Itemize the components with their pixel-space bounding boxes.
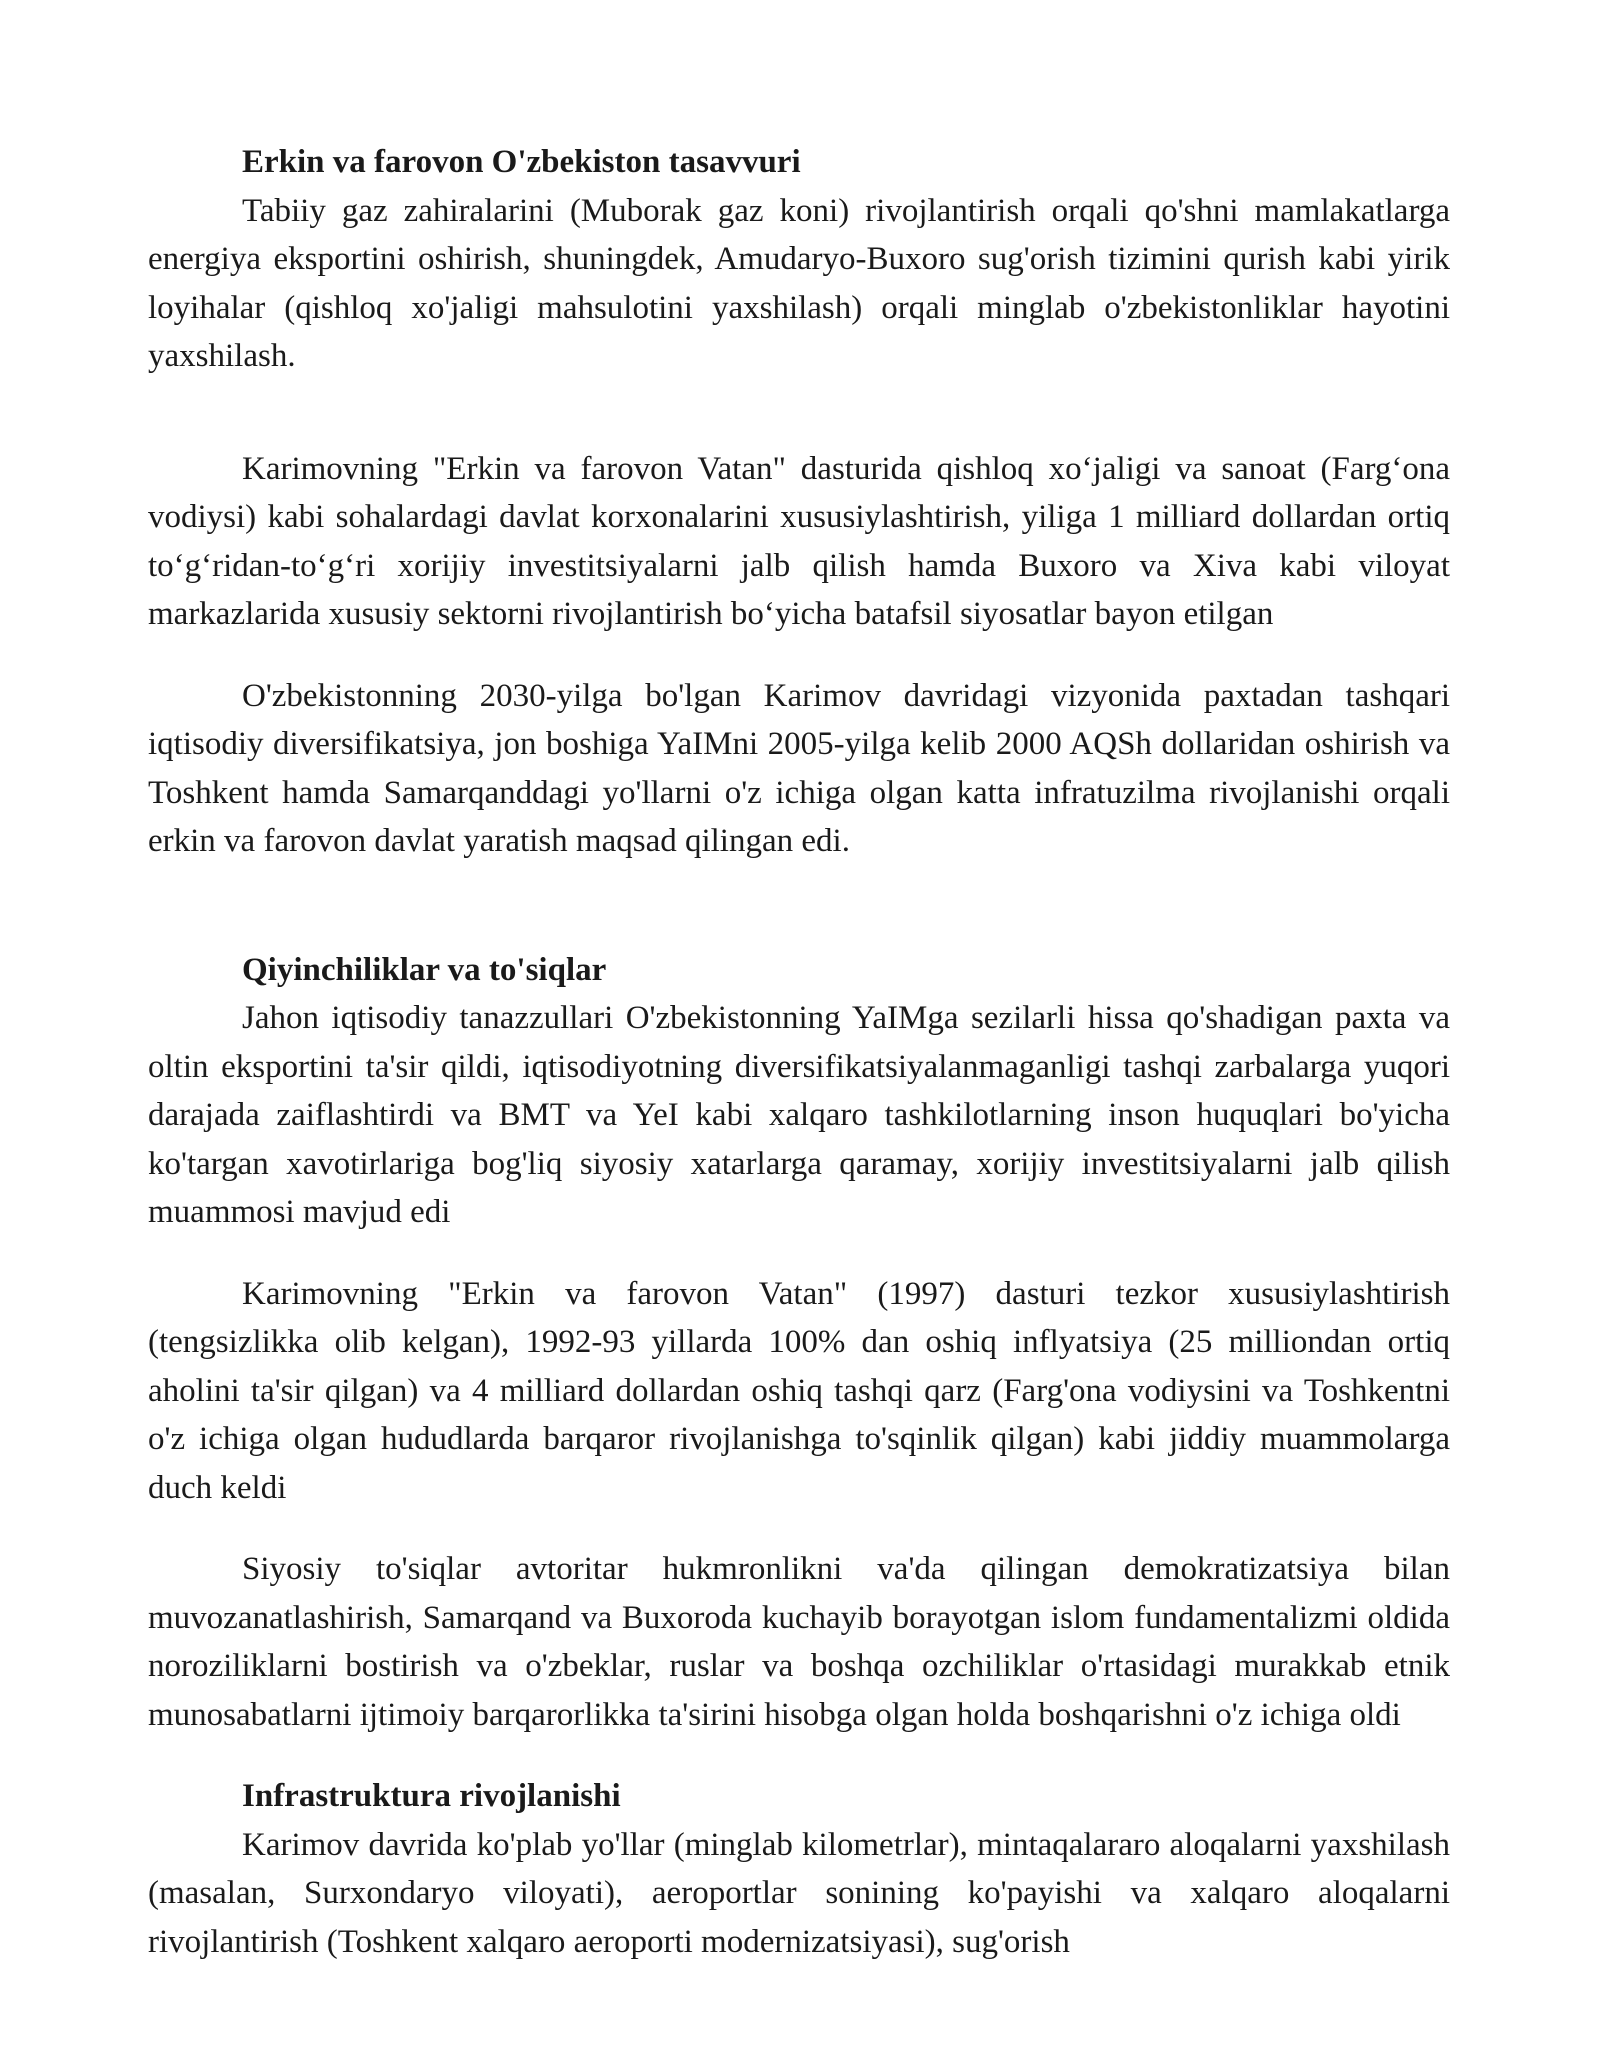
paragraph: Karimovning "Erkin va farovon Vatan" (1997) dasturi tezkor xususiylashtirish (tengsizlikka olib kelgan), 1992-93 yillarda 100% dan oshiq inflyatsiya (25 milliondan ortiq aholini ta'sir qilgan) va 4 milliard dollardan oshiq tashqi qarz (Farg'ona vodiysini va Toshkentni o'z ichiga olgan hududlarda barqaror rivojlanishga to'sqinlik qilgan) kabi jiddiy muammolarga duch keldi xyxy=(148,1275,1450,1506)
paragraph: Tabiiy gaz zahiralarini (Muborak gaz koni) rivojlantirish orqali qo'shni mamlakatlarga energiya eksportini oshirish, shuningdek, Amudaryo-Buxoro sug'orish tizimini qurish kabi yirik loyihalar (qishloq xo'jaligi mahsulotini yaxshilash) orqali minglab o'zbekistonliklar hayotini yaxshilash. xyxy=(148,192,1450,374)
paragraph: O'zbekistonning 2030-yilga bo'lgan Karimov davridagi vizyonida paxtadan tashqari iqtisodiy diversifikatsiya, jon boshiga YaIMni 2005-yilga kelib 2000 AQSh dollaridan oshirish va Toshkent hamda Samarqanddagi yo'llarni o'z ichiga olgan katta infratuzilma rivojlanishi orqali erkin va farovon davlat yaratish maqsad qilingan edi. xyxy=(148,677,1450,859)
section-heading: Infrastruktura rivojlanishi xyxy=(242,1778,621,1814)
section-heading: Erkin va farovon O'zbekiston tasavvuri xyxy=(242,144,801,180)
paragraph: Karimov davrida ko'plab yo'llar (minglab kilometrlar), mintaqalararo aloqalarni yaxshilash (masalan, Surxondaryo viloyati), aeroportlar sonining ko'payishi va xalqaro aloqalarni rivojlantirish (Toshkent xalqaro aeroporti modernizatsiyasi), sug'orish xyxy=(148,1826,1450,1960)
paragraph: Jahon iqtisodiy tanazzullari O'zbekistonning YaIMga sezilarli hissa qo'shadigan paxta va oltin eksportini ta'sir qildi, iqtisodiyotning diversifikatsiyalanmaganligi tashqi zarbalarga yuqori darajada zaiflashtirdi va BMT va YeI kabi xalqaro tashkilotlarning inson huquqlari bo'yicha ko'targan xavotirlariga bog'liq siyosiy xatarlarga qaramay, xorijiy investitsiyalarni jalb qilish muammosi mavjud edi xyxy=(148,1000,1450,1230)
document-page xyxy=(148,138,1450,1966)
section-heading: Qiyinchiliklar va to'siqlar xyxy=(242,951,607,988)
paragraph: Karimovning "Erkin va farovon Vatan" dasturida qishloq xo‘jaligi va sanoat (Farg‘ona vodiysi) kabi sohalardagi davlat korxonalarini xususiylashtirish, yiliga 1 milliard dollardan ortiq to‘g‘ridan-to‘g‘ri xorijiy investitsiyalarni jalb qilish hamda Buxoro va Xiva kabi viloyat markazlarida xususiy sektorni rivojlantirish bo‘yicha batafsil siyosatlar bayon etilgan xyxy=(148,450,1450,632)
paragraph: Siyosiy to'siqlar avtoritar hukmronlikni va'da qilingan demokratizatsiya bilan muvozanatlashirish, Samarqand va Buxoroda kuchayib borayotgan islom fundamentalizmi oldida noroziliklarni bostirish va o'zbeklar, ruslar va boshqa ozchiliklar o'rtasidagi murakkab etnik munosabatlarni ijtimoiy barqarorlikka ta'sirini hisobga olgan holda boshqarishni o'z ichiga oldi xyxy=(148,1551,1450,1733)
